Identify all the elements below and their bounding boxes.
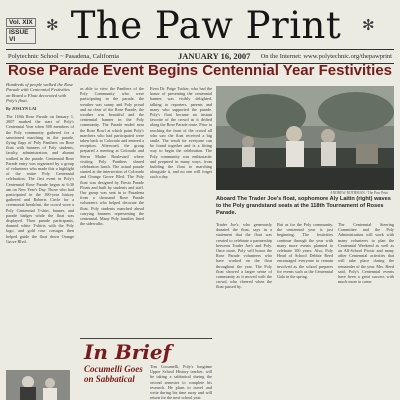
paw-ornament-left-icon: ✻ <box>46 18 59 34</box>
sabbatical-teacher-photo <box>6 370 70 400</box>
article-column-3: Even Dr. Paige Tucker, who had the honor of presenting the centennial banner, was visibly delighted, talking to reporters, parents and many who supported the parade. Poly's float became an instant favorite of the crowd as it drifted along the Rose Parade route. Prior to reaching the front of the crowd all who saw the float received a big smile. The result for everyone can be found together and is a fitting way to begin the celebration. The Poly community was enthusiastic and prepared in many ways, from building the float to marching alongside it, and no one will forget such a day. <box>150 86 212 180</box>
parade-float-photo <box>216 86 394 190</box>
article-column-2: as able to view the Panthers of the Poly Community who were participating in the parade, the weather was sunny and Poly proud and no clear of the Rose Parade, the weather was beautiful and the centennial banner in the Poly community. The Parade ended near the Rose Bowl at which point Poly's marchers who had participated were taken back to Colorado and entered a reception. Afterward, the group prepared a meeting at Colorado and Sierra Madre Boulevard where visiting Poly Panthers shared celebration lunch. The actual parade started at the intersection of Colorado and Orange Grove Blvd. The Poly float was designed by Fiesta Parade Floats and built by students and staff. Our group was sent in to Pasadena from a thousand Rose Parade volunteers who helped decorate the float. Poly students marched ahead carrying banners representing the centennial. Many Poly families lined the sidewalks. <box>80 86 144 227</box>
paw-ornament-right-icon: ✻ <box>362 18 375 34</box>
byline <box>6 106 74 112</box>
author-byline: By JOSLYN LAI <box>6 106 37 111</box>
volume-number: Vol. XIX <box>6 18 36 27</box>
article-column-1: The 118th Rose Parade on January 1, 2007 marked the start of Poly's Centennial Year when 500 members of the Poly community gathered for a sanctioned marching in the parade, flying flags of Poly Panthers on Rose float with banners of Poly students, faculty, administration, and alumni walked in the parade. Centennial Rose Parade entry was organized by a group of volunteers who made this a highlight of the entire Poly Centennial celebration. The first event in Poly's Centennial Rose Parade began at 6:30 am on New Year's Day. Those who had participated in the 100-year history gathered and Roberts Circle for a ceremonial breakfast, the crowd wore a Poly Centennial T-shirt, banner, and parade badges while the float was displayed. Then parade participants, donned white T-shirts with the Poly logo, and gold rose corsages then helped guide the float down Orange Grove Blvd. <box>6 114 74 244</box>
issue-date: JANUARY 16, 2007 <box>178 51 251 61</box>
newspaper-title: The Paw Print <box>70 4 342 47</box>
article-column-6: The Centennial Steering Committee and the Poly Administration will work with many volunteers to plan the Centennial Weekend as well as an All-School Picnic and many other Centennial activities that will take place during the remainder of the year. Mrs. Reed said, Poly's Centennial events have been a great success with much more to come. <box>338 222 394 285</box>
volume-box <box>6 18 36 45</box>
intro-caption: Hundreds of people walked the Rose Parade with Centennial Festivities on Board a Float decorated with Poly's float. <box>6 82 74 104</box>
issue-number: ISSUE VI <box>6 28 36 44</box>
website-link[interactable]: On the Internet: www.polytechnic.org/thepawprint <box>260 53 392 60</box>
school-location: Polytechnic School ~ Pasadena, California <box>8 53 119 60</box>
article-column-5: But as for the Poly community, the centennial year is just beginning. The festivities continue through the year with many more events planned to celebrate 100 years. Also, Poly Head of School Debbie Reed encouraged everyone to remain involved as the school prepares for events such as the Centennial Gala in the spring. <box>277 222 333 280</box>
photo-credit: ANDREW ROTHMAN / The Paw Print <box>330 191 389 195</box>
main-headline: Rose Parade Event Begins Centennial Year Festivities <box>7 62 393 79</box>
photo-caption: Aboard The Trader Joe's float, sophomore Aly Laitin (right) waves to the Poly grandstand seats at the 118th Tournament of Roses Parade. <box>216 196 391 216</box>
in-brief-headline: Cocumelli Goes on Sabbatical <box>84 364 143 384</box>
in-brief-rule <box>80 338 212 339</box>
article-column-4: Trader Joe's, who generously donated the float, says in a statement that the float was created to celebrate a partnership between Trader Joe's and Poly. Once more, Poly will honor the Rose Parade volunteers who have worked on the float throughout the year. The Poly float showed a larger sense of community as it moved with the crowd, who cheered when the float passed by. <box>216 222 272 290</box>
sabbatical-teacher-photo-graphic <box>6 370 70 400</box>
masthead <box>6 6 394 48</box>
parade-float-photo-graphic <box>216 86 394 190</box>
in-brief-text: Tim Cocumelli, Poly's longtime Upper School History teacher, will be taking a sabbatical during the second semester to complete his research. He plans to travel and write during his time away and will return for the next school year. <box>150 364 212 400</box>
in-brief-title: In Brief <box>84 340 172 364</box>
